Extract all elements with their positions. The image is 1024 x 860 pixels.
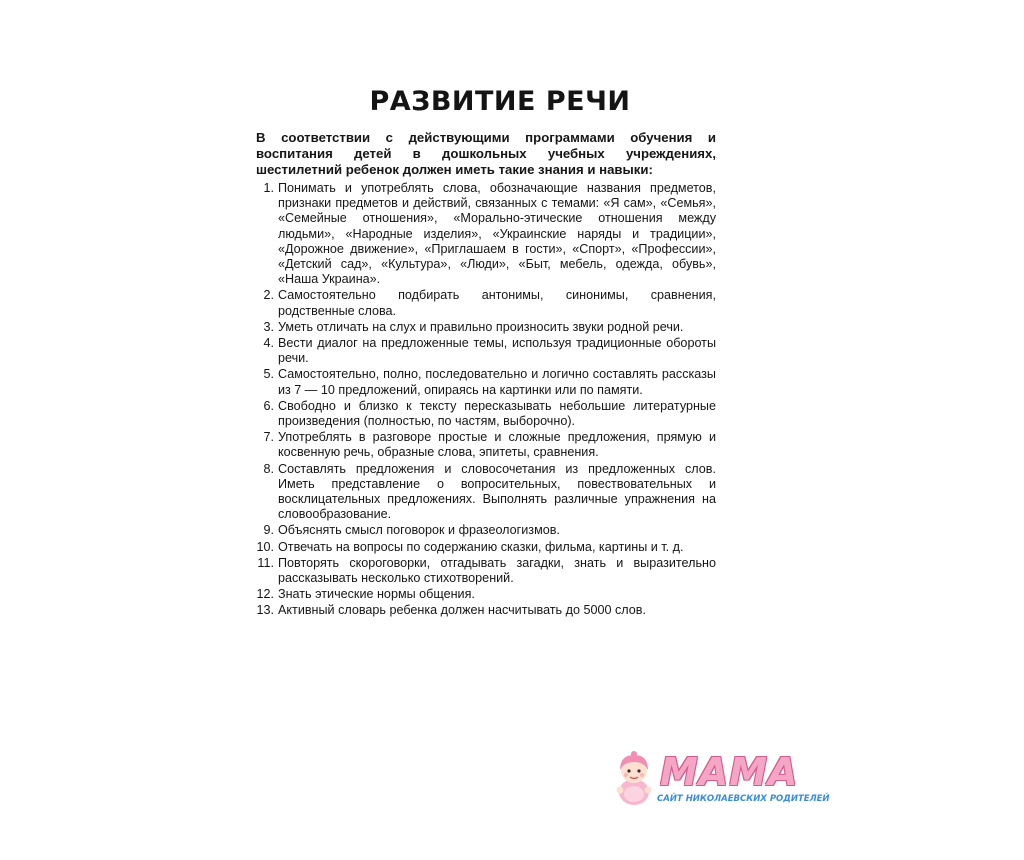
list-item-number: 6. — [263, 398, 274, 413]
list-item-number: 3. — [263, 319, 274, 334]
list-item-number: 5. — [263, 367, 274, 382]
list-item-text: Вести диалог на предложенные темы, используя традиционные обороты речи. — [278, 336, 716, 366]
list-item — [256, 603, 716, 618]
list-item-text: Объяснять смысл поговорок и фразеологизмов. — [278, 523, 560, 538]
list-item — [256, 288, 716, 318]
list-item-text: Уметь отличать на слух и правильно произносить звуки родной речи. — [278, 319, 684, 334]
list-item-number: 2. — [263, 288, 274, 303]
list-item — [256, 462, 716, 523]
list-item — [256, 556, 716, 586]
list-item-text: Понимать и употреблять слова, обозначающие названия предметов, признаки предметов и действий, связанных с темами: «Я сам», «Семья», «Семейные отношения», «Морально-этические отношения между людьми», «Народные изделия», «Украинские наряды и традиции», «Дорожное движение», «Приглашаем в гости», «Спорт», «Профессии», «Детский сад», «Культура», «Люди», «Быт, мебель, одежда, обувь», «Наша Украина». — [278, 181, 716, 287]
site-logo[interactable] — [610, 750, 830, 810]
logo-wordmark: МАМА — [660, 750, 799, 794]
list-item — [256, 367, 716, 397]
page-title: РАЗВИТИЕ РЕЧИ — [369, 86, 631, 117]
list-item — [256, 430, 716, 460]
list-item — [256, 540, 716, 555]
baby-icon — [610, 750, 658, 808]
list-item-number: 9. — [263, 523, 274, 538]
list-item-number: 10. — [256, 539, 274, 554]
list-item — [256, 523, 716, 538]
list-item-number: 7. — [263, 430, 274, 445]
list-item-text: Употреблять в разговоре простые и сложные предложения, прямую и косвенную речь, образные слова, эпитеты, сравнения. — [278, 430, 716, 460]
list-item-text: Самостоятельно подбирать антонимы, синонимы, сравнения, родственные слова. — [278, 288, 716, 318]
list-item-text: Составлять предложения и словосочетания из предложенных слов. Иметь представление о вопросительных, повествовательных и восклицательных предложениях. Выполнять различные упражнения на словообразование. — [278, 461, 716, 522]
list-item — [256, 320, 716, 335]
intro-paragraph: В соответствии с действующими программами обучения и воспитания детей в дошкольных учебных учреждениях, шестилетний ребенок должен иметь такие знания и навыки: — [256, 130, 716, 177]
list-item — [256, 587, 716, 602]
list-item-number: 4. — [263, 336, 274, 351]
list-item — [256, 181, 716, 287]
logo-tagline: САЙТ НИКОЛАЕВСКИХ РОДИТЕЛЕЙ — [657, 794, 830, 804]
list-item — [256, 336, 716, 366]
list-item-text: Самостоятельно, полно, последовательно и логично составлять рассказы из 7 — 10 предложений, опираясь на картинки или по памяти. — [278, 367, 716, 397]
list-item-text: Активный словарь ребенка должен насчитывать до 5000 слов. — [278, 603, 646, 618]
list-item-number: 12. — [256, 587, 274, 602]
list-item-text: Повторять скороговорки, отгадывать загадки, знать и выразительно рассказывать несколько стихотворений. — [278, 555, 716, 586]
list-item-number: 8. — [263, 461, 274, 476]
skills-list — [256, 181, 716, 620]
list-item-number: 13. — [256, 603, 274, 618]
list-item-number: 1. — [263, 181, 274, 195]
list-item-text: Свободно и близко к тексту пересказывать небольшие литературные произведения (полностью, по частям, выборочно). — [278, 398, 716, 429]
list-item-number: 11. — [257, 555, 274, 570]
list-item-text: Знать этические нормы общения. — [278, 587, 475, 602]
list-item — [256, 399, 716, 429]
list-item-text: Отвечать на вопросы по содержанию сказки, фильма, картины и т. д. — [278, 539, 684, 554]
